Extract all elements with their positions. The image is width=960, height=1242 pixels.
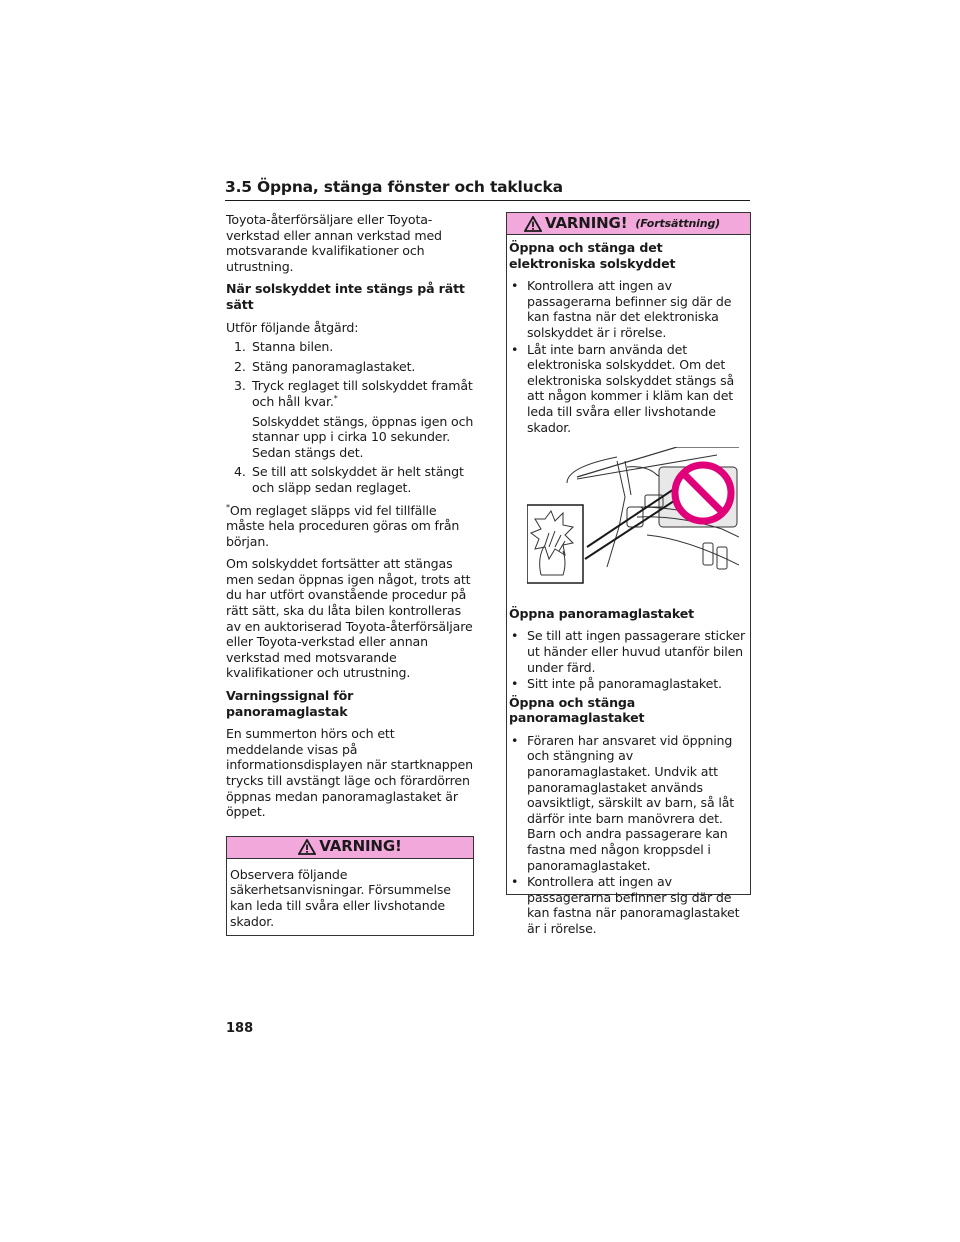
subheading-open-roof: Öppna panoramaglastaket: [509, 605, 695, 621]
bullet-item: [509, 342, 748, 436]
bullet-text: Låt inte barn använda det elektroniska solskyddet. Om det elektroniska solskyddet stängs så att någon kommer i kläm kan det leda till svåra eller livshotande skador.: [527, 341, 735, 435]
step-text: Se till att solskyddet är helt stängt och släpp sedan reglaget.: [252, 464, 464, 495]
paragraph-continues-closing: Om solskyddet fortsätter att stängas men sedan öppnas igen något, trots att du har utfört ovanstående procedur på rätt sätt, ska du låta bilen kontrolleras av en auktoriserad Toyota-återförsäljare eller Toyota-verkstad eller annan verkstad med motsvarande kvalifikationer och utrustning.: [226, 556, 473, 681]
bullet-list: [509, 628, 748, 691]
heading-sunshade-not-closing: När solskyddet inte stängs på rätt sätt: [226, 281, 465, 312]
page-number: 188: [226, 1021, 254, 1036]
warning-body-continued: [507, 235, 750, 946]
left-column: [226, 212, 474, 936]
step-text: Stanna bilen.: [252, 339, 334, 355]
warning-triangle-icon: [524, 216, 542, 232]
steps-list: [226, 339, 474, 495]
bullet-text: Kontrollera att ingen av passagerarna befinner sig där de kan fastna när panoramaglastaket är i rörelse.: [527, 874, 740, 936]
warning-title: VARNING!: [545, 213, 628, 232]
step-item: [234, 464, 474, 495]
subheading-sunshade: Öppna och stänga det elektroniska solskyddet: [509, 240, 676, 271]
step-text: Tryck reglaget till solskyddet framåt och håll kvar.: [252, 378, 473, 409]
step-item: [234, 339, 474, 355]
right-column: [506, 212, 751, 936]
bullet-list: [509, 733, 748, 937]
warning-body: Observera följande säkerhetsanvisningar. Försummelse kan leda till svåra eller livshotande skador.: [230, 866, 451, 929]
section-header: 3.5 Öppna, stänga fönster och taklucka: [225, 178, 750, 201]
step-number: 3.: [234, 378, 246, 394]
step-number: 1.: [234, 339, 246, 355]
heading-warning-signal: Varningssignal för panoramaglastak: [226, 688, 354, 719]
bullet-char: •: [511, 732, 519, 748]
step-subtext: Solskyddet stängs, öppnas igen och stannar upp i cirka 10 sekunder. Sedan stängs det.: [252, 413, 474, 460]
step-item: [234, 378, 474, 460]
bullet-char: •: [511, 278, 519, 294]
subheading-open-close-roof: Öppna och stänga panoramaglastaket: [509, 694, 645, 726]
warning-title: VARNING!: [319, 837, 402, 856]
footnote: [226, 503, 474, 550]
paragraph-warning-signal: En summerton hörs och ett meddelande visas på informationsdisplayen när startknappen trycks till avstängt läge och förardörren öppnas medan panoramaglastaket är öppet.: [226, 726, 473, 820]
bullet-item: [509, 278, 748, 340]
bullet-text: Sitt inte på panoramaglastaket.: [527, 676, 722, 692]
bullet-list: [509, 278, 748, 435]
step-number: 2.: [234, 358, 246, 374]
bullet-char: •: [511, 341, 519, 357]
warning-box-continued: [506, 212, 751, 936]
bullet-item: [509, 733, 748, 873]
step-text: Stäng panoramaglastaket.: [252, 358, 416, 374]
step-item: [234, 359, 474, 375]
bullet-item: [509, 628, 748, 675]
continued-label: (Fortsättning): [635, 216, 721, 230]
bullet-text: Se till att ingen passagerare sticker ut händer eller huvud utanför bilen under färd.: [527, 628, 745, 675]
intro-paragraph: Toyota-återförsäljare eller Toyota-verkstad eller annan verkstad med motsvarande kvalifikationer och utrustning.: [226, 212, 442, 274]
bullet-char: •: [511, 628, 519, 644]
bullet-item: [509, 874, 748, 936]
bullet-char: •: [511, 676, 519, 692]
warning-header: [227, 837, 473, 859]
warning-box: [226, 836, 474, 936]
footnote-mark: *: [333, 393, 338, 403]
footnote-text: Om reglaget släpps vid fel tillfälle måste hela proceduren göras om från början.: [226, 502, 460, 549]
action-intro: Utför följande åtgärd:: [226, 319, 359, 335]
footnote-mark: *: [226, 502, 230, 512]
step-number: 4.: [234, 464, 246, 480]
bullet-text: Föraren har ansvaret vid öppning och stängning av panoramaglastaket. Undvik att panoramaglastaket används oavsiktligt, särskilt av barn, så låt därför inte barn manövrera det. Barn och andra passagerare kan fastna med någon kroppsdel i panoramaglastaket.: [527, 732, 735, 873]
bullet-char: •: [511, 874, 519, 890]
warning-triangle-icon: [298, 839, 316, 855]
sunshade-pinch-illustration: [527, 447, 739, 587]
warning-header-continued: [507, 213, 750, 235]
bullet-text: Kontrollera att ingen av passagerarna befinner sig där de kan fastna när det elektroniska solskyddet är i rörelse.: [527, 278, 732, 340]
bullet-item: [509, 676, 748, 692]
